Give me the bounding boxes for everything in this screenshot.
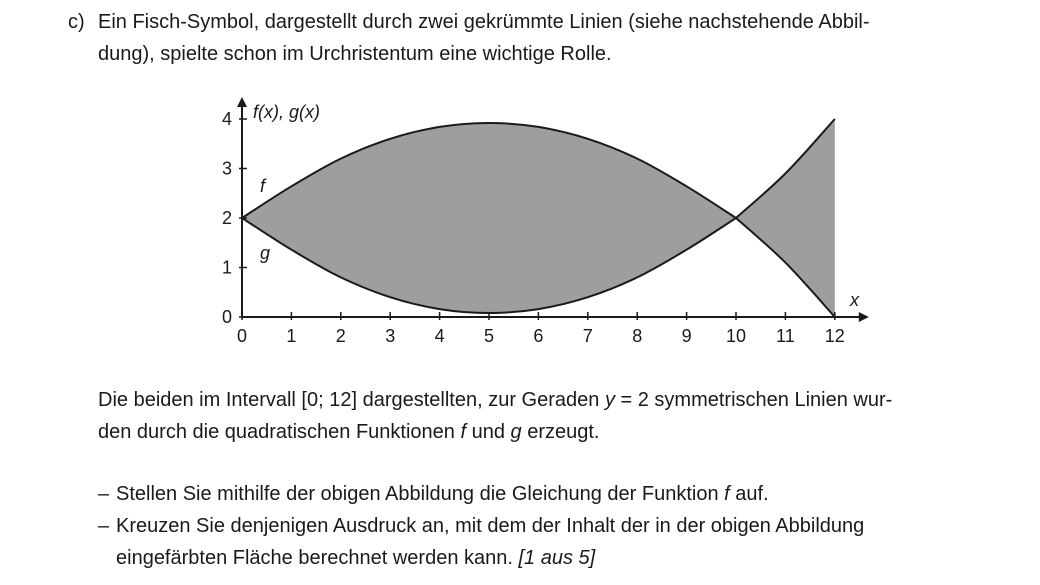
y-tick-label-3: 3 xyxy=(221,158,232,179)
x-tick-label-7: 7 xyxy=(582,326,593,346)
x-tick-label-12: 12 xyxy=(824,326,845,346)
x-axis-arrow xyxy=(859,312,869,322)
x-tick-label-2: 2 xyxy=(335,326,346,346)
x-tick-label-0: 0 xyxy=(236,326,248,346)
task-item-1: – Stellen Sie mithilfe der obigen Abbildung die Gleichung der Funktion f auf. xyxy=(98,483,769,505)
task-list xyxy=(98,478,998,574)
y-tick-label-0: 0 xyxy=(221,307,232,327)
x-axis-label: x xyxy=(850,290,859,310)
y-tick-label-1: 1 xyxy=(221,257,232,278)
series-label-g: g xyxy=(260,243,271,263)
x-tick-label-3: 3 xyxy=(385,326,396,346)
y-axis-arrow xyxy=(237,97,247,107)
y-tick-label-2: 2 xyxy=(221,208,232,228)
intro-line-2: dung), spielte schon im Urchristentum eine wichtige Rolle. xyxy=(98,43,612,65)
series-label-f: f xyxy=(260,176,266,196)
x-tick-label-6: 6 xyxy=(533,326,544,346)
x-tick-label-11: 11 xyxy=(776,326,795,346)
task-hint: [1 aus 5] xyxy=(518,547,596,569)
shaded-area xyxy=(242,119,835,317)
y-axis-label: f(x), g(x) xyxy=(253,102,320,122)
description-line-2: den durch die quadratischen Funktionen f und g erzeugt. xyxy=(98,421,600,443)
intro-line-1: Ein Fisch-Symbol, dargestellt durch zwei gekrümmte Linien (siehe nachstehende Abbil- xyxy=(98,11,870,33)
description xyxy=(98,384,998,448)
x-tick-label-8: 8 xyxy=(632,326,643,346)
x-tick-label-1: 1 xyxy=(286,326,297,346)
description-line-1: Die beiden im Intervall [0; 12] dargestellten, zur Geraden y = 2 symmetrischen Linien wur- xyxy=(98,389,893,411)
y-tick-label-4: 4 xyxy=(221,109,232,129)
x-tick-label-5: 5 xyxy=(483,326,495,346)
task-item-2: – Kreuzen Sie denjenigen Ausdruck an, mit dem der Inhalt der in der obigen Abbildung eingefärbten Fläche berechnet werden kann. [1 aus 5] xyxy=(98,515,865,569)
x-tick-label-4: 4 xyxy=(434,326,445,346)
x-tick-label-10: 10 xyxy=(725,326,747,346)
task-label: c) xyxy=(68,11,85,33)
x-tick-label-9: 9 xyxy=(681,326,692,346)
